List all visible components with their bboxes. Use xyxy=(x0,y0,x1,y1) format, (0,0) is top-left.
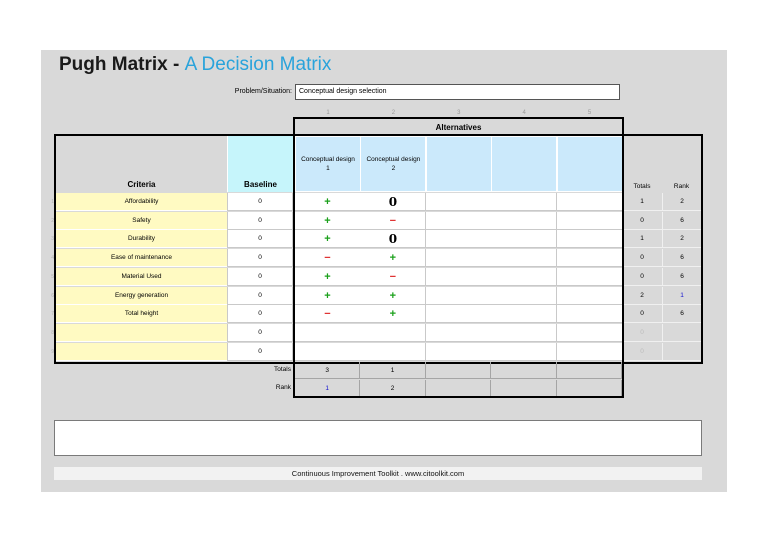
row-total-cell: 0 xyxy=(622,305,662,323)
row-number: 2 xyxy=(51,217,54,224)
bottom-totals-label: Totals xyxy=(274,366,291,373)
row-rank-cell: 6 xyxy=(662,305,701,323)
criterion-cell[interactable]: Material Used xyxy=(56,268,227,286)
score-value: − xyxy=(324,252,331,265)
alternative-total-cell: 1 xyxy=(360,362,425,379)
baseline-cell[interactable]: 0 xyxy=(227,249,293,267)
criterion-cell[interactable]: Safety xyxy=(56,212,227,230)
bottom-frame xyxy=(293,362,624,398)
column-number: 1 xyxy=(326,110,330,116)
row-number: 5 xyxy=(51,273,54,280)
baseline-cell[interactable]: 0 xyxy=(227,230,293,248)
row-rank-cell: 6 xyxy=(662,249,701,267)
score-value: − xyxy=(389,214,397,227)
problem-label: Problem/Situation: xyxy=(234,88,292,95)
matrix-frame xyxy=(54,134,703,364)
alternative-rank-cell: 1 xyxy=(295,380,360,397)
column-number: 4 xyxy=(522,110,526,116)
row-number: 4 xyxy=(51,255,54,262)
baseline-cell[interactable]: 0 xyxy=(227,324,293,342)
row-number: 6 xyxy=(51,292,54,299)
score-value: − xyxy=(389,270,397,283)
score-value: 0 xyxy=(388,195,398,209)
criterion-cell[interactable]: Durability xyxy=(56,230,227,248)
row-total-cell: 0 xyxy=(622,268,662,286)
alternatives-right-border xyxy=(622,134,624,364)
alternative-name-line1: Conceptual design xyxy=(366,156,421,163)
row-rank-cell: 6 xyxy=(662,212,701,230)
row-total-cell: 1 xyxy=(622,230,662,248)
row-total-cell: 0 xyxy=(622,343,662,361)
row-total-cell: 0 xyxy=(622,324,662,342)
criterion-cell[interactable]: Energy generation xyxy=(56,287,227,305)
rank-header: Rank xyxy=(662,136,701,192)
title-main: Pugh Matrix - xyxy=(59,54,185,75)
totals-header: Totals xyxy=(622,136,662,192)
criterion-cell[interactable]: Total height xyxy=(56,305,227,323)
page-title xyxy=(59,54,331,76)
alternative-rank-cell: 2 xyxy=(360,380,425,397)
score-value: + xyxy=(324,214,331,227)
score-value: + xyxy=(389,289,397,302)
score-value: + xyxy=(324,196,331,208)
footer-text: Continuous Improvement Toolkit . www.citoolkit.com xyxy=(54,467,702,480)
criterion-cell[interactable]: Affordability xyxy=(56,193,227,211)
column-number: 2 xyxy=(391,110,396,116)
score-value: + xyxy=(324,233,331,246)
alternative-total-cell: 3 xyxy=(295,362,360,379)
criterion-cell[interactable]: Ease of maintenance xyxy=(56,249,227,267)
criteria-header: Criteria xyxy=(56,136,227,192)
row-rank-cell: 2 xyxy=(662,193,701,211)
score-value: + xyxy=(324,289,331,302)
row-rank-cell: 1 xyxy=(662,287,701,305)
baseline-header: Baseline xyxy=(227,136,293,192)
title-sub: A Decision Matrix xyxy=(184,54,332,75)
row-number: 7 xyxy=(51,311,54,318)
alternatives-left-border xyxy=(293,134,295,364)
score-value: + xyxy=(324,270,331,283)
row-number: 1 xyxy=(51,199,54,205)
baseline-cell[interactable]: 0 xyxy=(227,343,293,361)
baseline-cell[interactable]: 0 xyxy=(227,305,293,323)
score-value: 0 xyxy=(388,232,398,247)
row-number: 8 xyxy=(51,329,54,336)
baseline-cell[interactable]: 0 xyxy=(227,212,293,230)
score-value: + xyxy=(389,308,397,321)
row-rank-cell: 6 xyxy=(662,268,701,286)
alternative-name-line2: 2 xyxy=(391,165,396,172)
row-total-cell: 0 xyxy=(622,249,662,267)
row-number: 3 xyxy=(51,236,54,243)
row-number: 9 xyxy=(51,348,54,355)
row-total-cell: 1 xyxy=(622,193,662,211)
score-value: + xyxy=(389,252,397,265)
alternative-name-line2: 1 xyxy=(326,165,330,172)
column-number: 5 xyxy=(587,110,592,116)
alternatives-header: Alternatives xyxy=(293,117,624,136)
row-rank-cell: 2 xyxy=(662,230,701,248)
problem-input[interactable]: Conceptual design selection xyxy=(295,84,620,100)
row-total-cell: 2 xyxy=(622,287,662,305)
bottom-rank-label: Rank xyxy=(275,384,291,391)
baseline-cell[interactable]: 0 xyxy=(227,193,293,211)
alternative-name-line1: Conceptual design xyxy=(301,156,355,163)
score-value: − xyxy=(324,308,331,321)
baseline-cell[interactable]: 0 xyxy=(227,268,293,286)
row-total-cell: 0 xyxy=(622,212,662,230)
baseline-cell[interactable]: 0 xyxy=(227,287,293,305)
column-number: 3 xyxy=(457,110,461,116)
notes-box[interactable] xyxy=(54,420,702,456)
